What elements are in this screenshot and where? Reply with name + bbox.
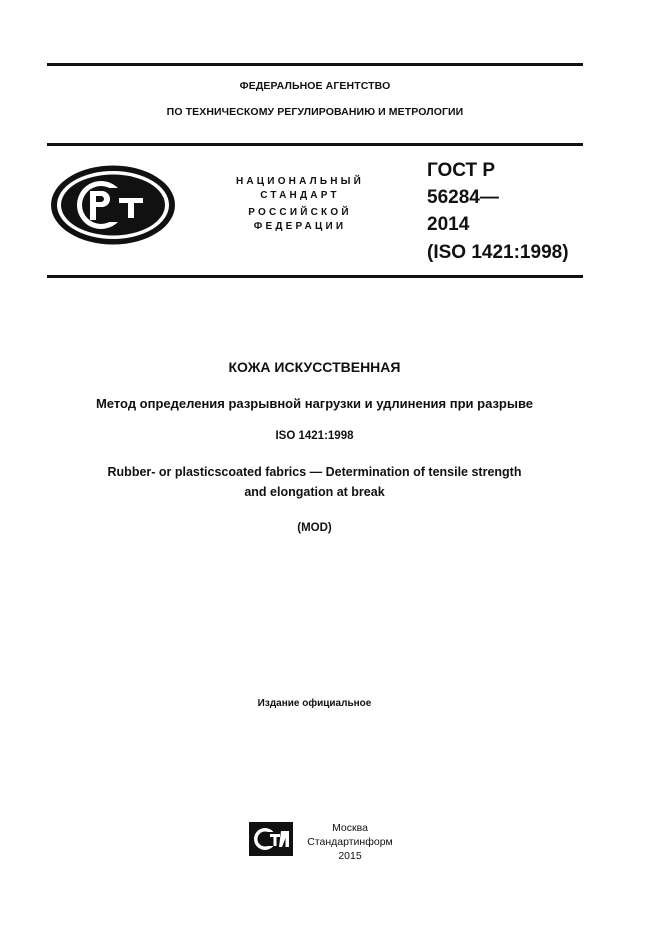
publisher-year: 2015	[338, 850, 362, 862]
agency-line-1: ФЕДЕРАЛЬНОЕ АГЕНТСТВО	[239, 80, 391, 92]
document-title: КОЖА ИСКУССТВЕННАЯ	[228, 359, 401, 375]
modification-mark: (MOD)	[297, 522, 332, 534]
bottom-rule	[47, 275, 583, 278]
gost-r-logo-icon	[49, 164, 177, 246]
national-standard-line-3: РОССИЙСКОЙ	[248, 207, 352, 218]
english-title-line-1: Rubber- or plasticscoated fabrics — Determination of tensile strength	[107, 465, 522, 479]
standartinform-logo-icon	[249, 822, 293, 856]
designation-line-4: (ISO 1421:1998)	[427, 242, 569, 263]
top-rule	[47, 63, 583, 66]
national-standard-line-1: НАЦИОНАЛЬНЫЙ	[235, 176, 365, 187]
designation-line-1: ГОСТ Р	[427, 160, 496, 181]
publisher-name: Стандартинформ	[307, 836, 393, 848]
iso-reference: ISO 1421:1998	[275, 430, 354, 442]
national-standard-line-2: СТАНДАРТ	[260, 190, 340, 201]
national-standard-line-4: ФЕДЕРАЦИИ	[253, 221, 347, 232]
document-subtitle: Метод определения разрывной нагрузки и удлинения при разрыве	[95, 396, 534, 411]
official-edition: Издание официальное	[257, 698, 372, 709]
designation-line-3: 2014	[427, 214, 470, 235]
english-title-line-2: and elongation at break	[244, 485, 385, 499]
header-rule	[47, 143, 583, 146]
publisher-city: Москва	[332, 822, 368, 834]
agency-line-2: ПО ТЕХНИЧЕСКОМУ РЕГУЛИРОВАНИЮ И МЕТРОЛОГИИ	[166, 106, 464, 118]
designation-line-2: 56284—	[427, 187, 499, 208]
